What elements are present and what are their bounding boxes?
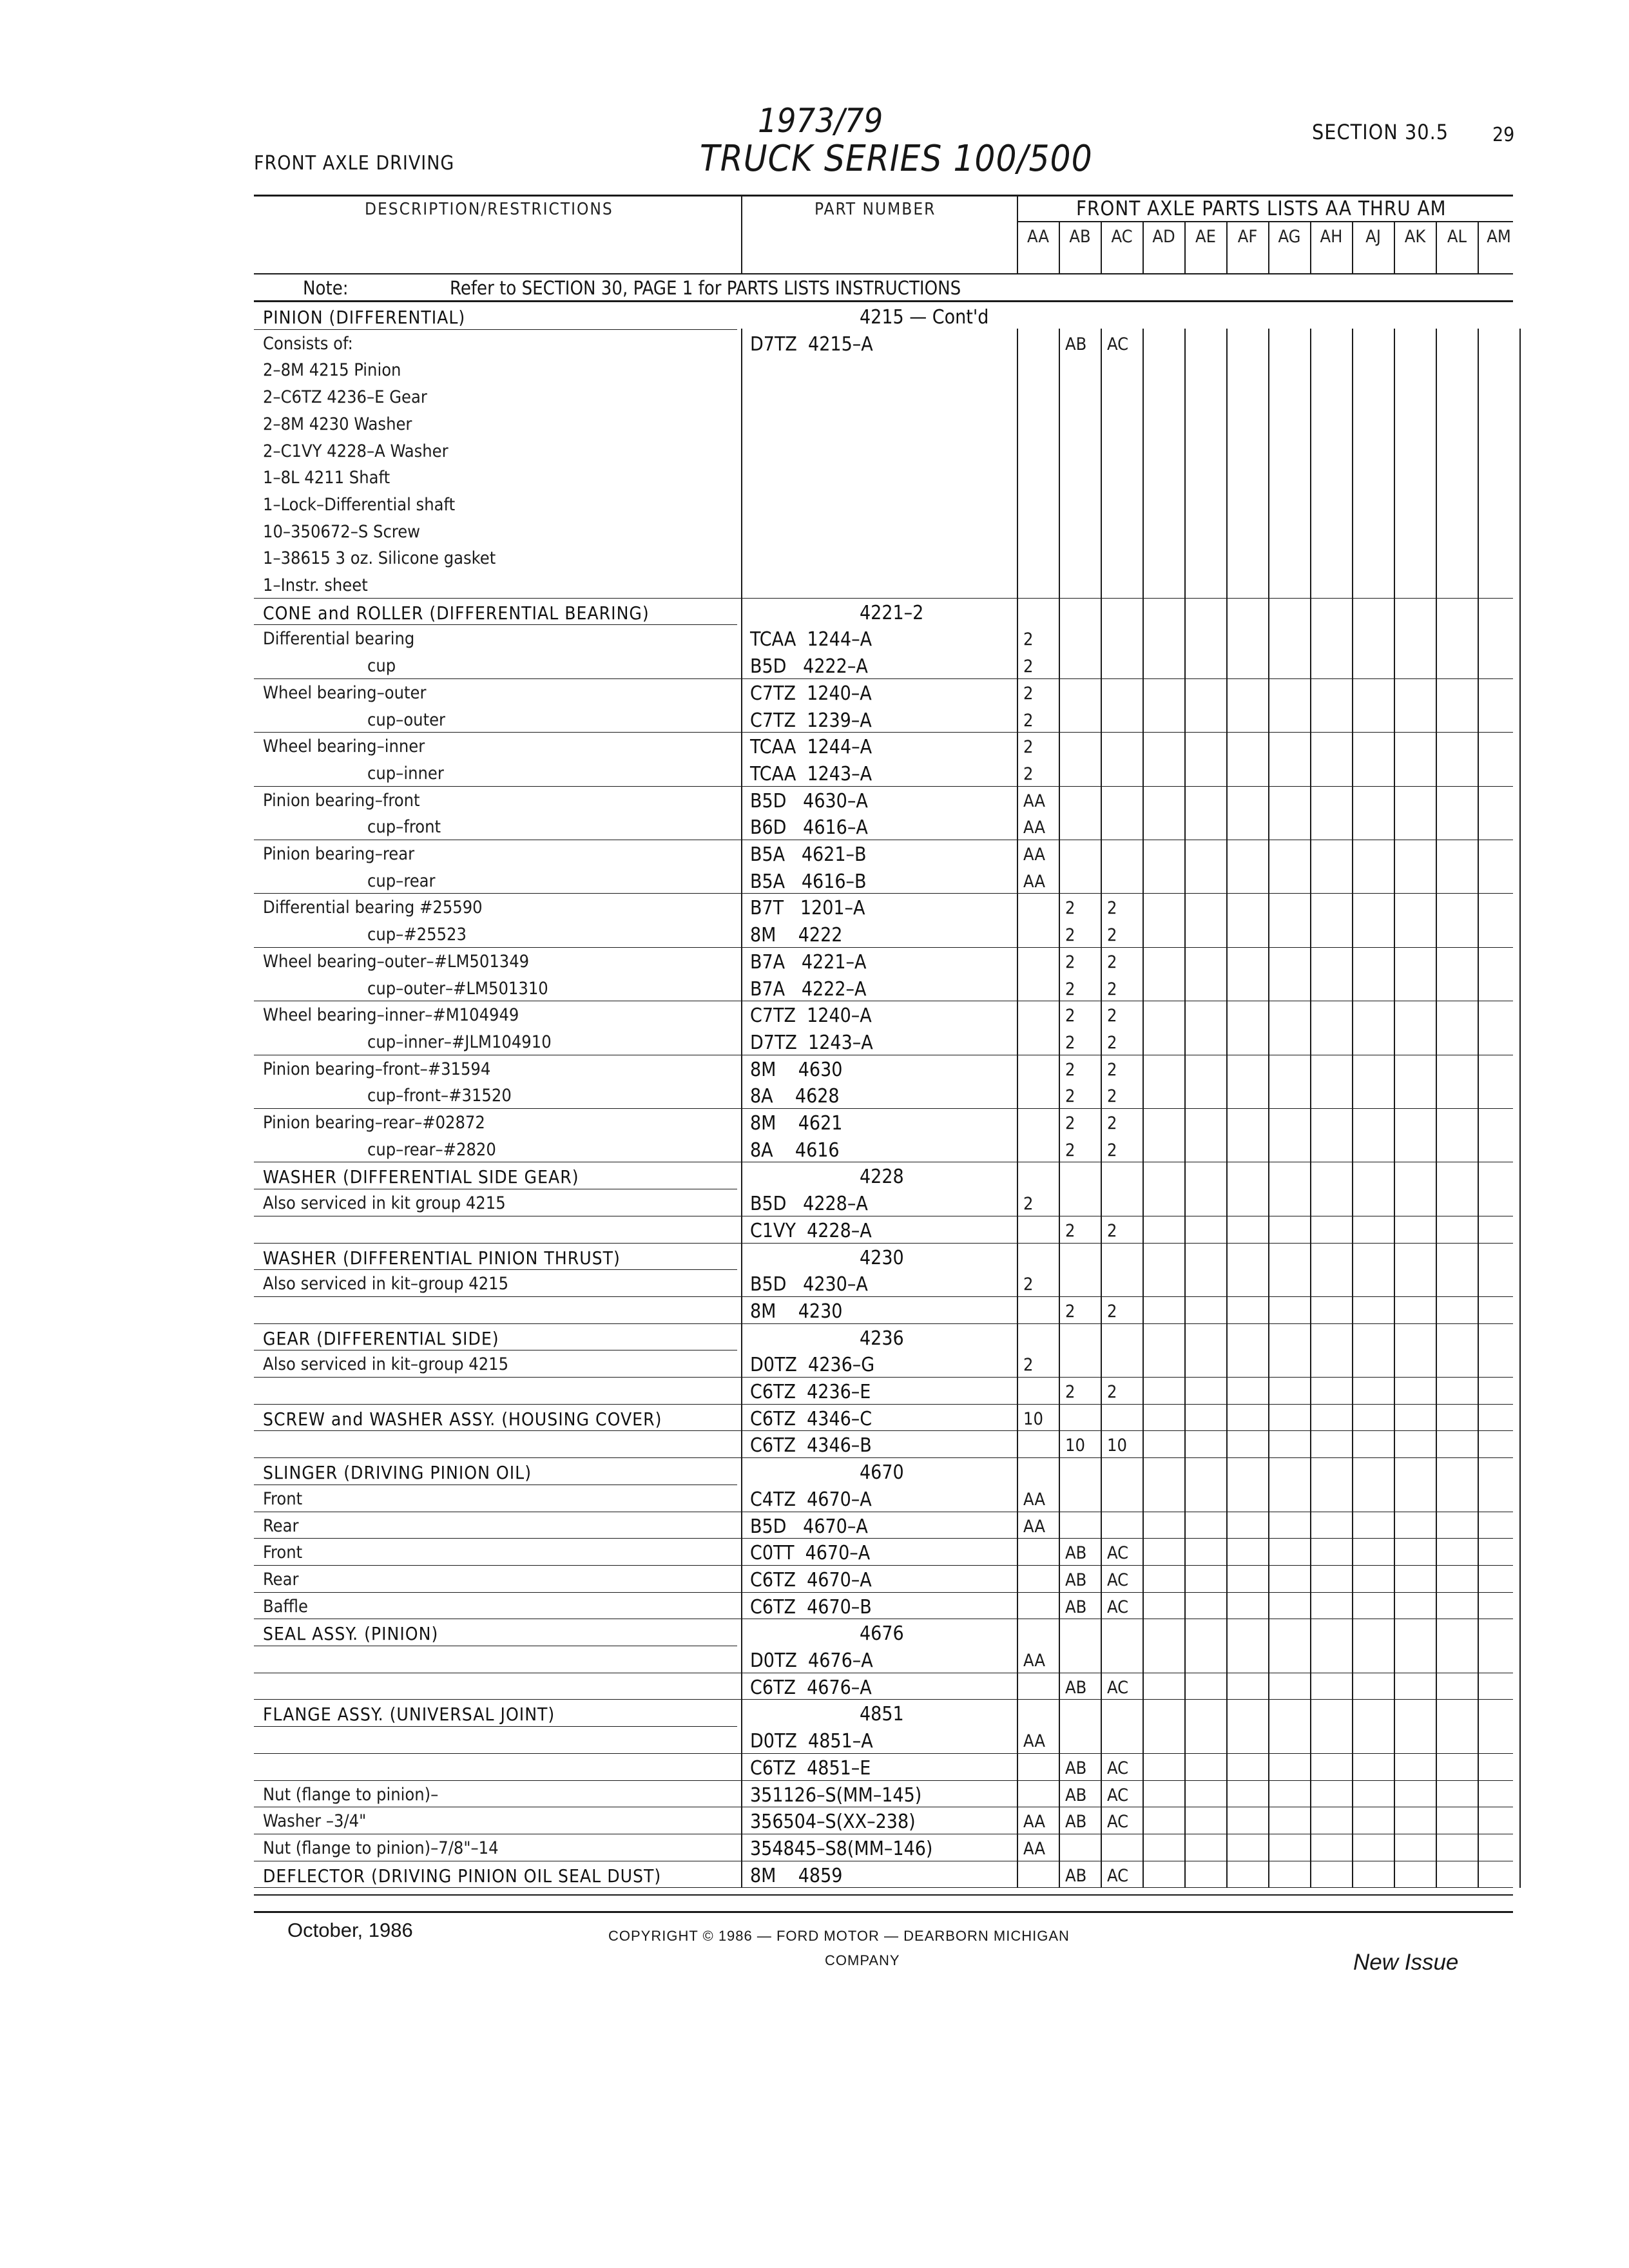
row-separator xyxy=(254,678,1513,679)
row-list-ab: 2 xyxy=(1065,898,1075,919)
row-description: cup–inner–#JLM104910 xyxy=(367,1032,552,1052)
row-part-number: TCAA 1244–A xyxy=(750,628,872,651)
section-name: FRONT AXLE DRIVING xyxy=(254,152,455,175)
row-list-ab: AB xyxy=(1065,1570,1087,1590)
row-list-ab: 2 xyxy=(1065,1113,1075,1133)
desc-part-divider-header xyxy=(741,195,742,274)
row-list-ac: 2 xyxy=(1107,1220,1117,1241)
row-part-number: 4215 — Cont'd xyxy=(860,306,989,329)
copyright-line: COPYRIGHT © 1986 — FORD MOTOR — DEARBORN MICHIGAN xyxy=(608,1928,1070,1944)
row-part-number: B5D 4630–A xyxy=(750,789,868,812)
row-part-number: C1VY 4228–A xyxy=(750,1219,872,1242)
list-code-aa: AA xyxy=(1027,227,1049,247)
row-part-number: 4851 xyxy=(860,1703,904,1726)
row-description: 1–38615 3 oz. Silicone gasket xyxy=(263,548,496,569)
row-separator xyxy=(254,732,1513,733)
list-column-divider xyxy=(1436,329,1437,1888)
row-part-number: C4TZ 4670–A xyxy=(750,1488,872,1511)
row-list-aa: AA xyxy=(1023,818,1045,838)
row-part-number: 8A 4616 xyxy=(750,1139,840,1162)
row-description: FLANGE ASSY. (UNIVERSAL JOINT) xyxy=(263,1704,555,1725)
row-list-aa: AA xyxy=(1023,845,1045,865)
row-part-number: 8M 4859 xyxy=(750,1864,843,1887)
row-description: Rear xyxy=(263,1569,299,1590)
note-label: Note: xyxy=(303,277,349,299)
desc-part-divider xyxy=(741,329,742,1888)
row-list-ac: AC xyxy=(1107,1570,1129,1590)
list-code-ab: AB xyxy=(1069,227,1091,247)
row-part-number: C6TZ 4236–E xyxy=(750,1381,871,1403)
row-description: cup–outer–#LM501310 xyxy=(367,978,548,999)
row-list-ac: AC xyxy=(1107,1677,1129,1698)
list-column-divider xyxy=(1226,329,1228,1888)
list-code-divider xyxy=(1226,222,1228,274)
list-column-divider xyxy=(1519,329,1521,1888)
row-description: 1–Lock–Differential shaft xyxy=(263,494,456,515)
row-list-ab: AB xyxy=(1065,334,1087,354)
row-description: GEAR (DIFFERENTIAL SIDE) xyxy=(263,1327,499,1349)
description-column-header: DESCRIPTION/RESTRICTIONS xyxy=(365,200,613,219)
list-code-divider xyxy=(1478,222,1479,274)
row-separator xyxy=(254,1457,1513,1458)
row-separator xyxy=(254,1296,1513,1297)
row-description: Pinion bearing–front xyxy=(263,790,420,811)
row-part-number: C6TZ 4346–B xyxy=(750,1434,872,1457)
list-code-divider xyxy=(1310,222,1311,274)
row-separator xyxy=(254,1780,1513,1781)
row-description: cup–outer xyxy=(367,709,446,730)
row-list-ab: AB xyxy=(1065,1812,1087,1832)
row-part-number: 4236 xyxy=(860,1327,904,1350)
row-list-ab: AB xyxy=(1065,1785,1087,1805)
row-list-aa: 2 xyxy=(1023,1274,1034,1295)
row-part-number: 8M 4621 xyxy=(750,1112,843,1135)
list-code-am: AM xyxy=(1487,227,1511,247)
row-list-aa: AA xyxy=(1023,1489,1045,1510)
header-bottom-rule xyxy=(254,273,1513,274)
row-description: Differential bearing #25590 xyxy=(263,898,483,918)
issue-date: October, 1986 xyxy=(287,1919,413,1941)
row-part-number: D0TZ 4851–A xyxy=(750,1730,873,1753)
list-column-divider xyxy=(1142,329,1144,1888)
page-number: 29 xyxy=(1492,124,1515,146)
row-description: 2–C6TZ 4236–E Gear xyxy=(263,387,427,408)
row-separator xyxy=(254,1538,1513,1539)
list-column-divider xyxy=(1184,329,1186,1888)
row-part-number: B6D 4616–A xyxy=(750,816,868,840)
row-list-ab: AB xyxy=(1065,1865,1087,1886)
row-description: 1–8L 4211 Shaft xyxy=(263,468,390,488)
list-code-ak: AK xyxy=(1404,227,1426,247)
row-description: Baffle xyxy=(263,1596,308,1617)
row-separator xyxy=(254,624,737,625)
list-code-divider xyxy=(1184,222,1186,274)
list-code-ad: AD xyxy=(1152,227,1175,247)
row-list-ac: AC xyxy=(1107,1785,1129,1805)
row-list-aa: AA xyxy=(1023,1516,1045,1537)
row-separator xyxy=(254,1377,1513,1378)
row-description: cup–rear xyxy=(367,870,436,891)
row-list-ab: 2 xyxy=(1065,1301,1075,1321)
row-description: CONE and ROLLER (DIFFERENTIAL BEARING) xyxy=(263,602,650,624)
section-number: SECTION 30.5 xyxy=(1312,120,1449,144)
row-separator xyxy=(254,1565,1513,1566)
row-list-ab: 2 xyxy=(1065,1006,1075,1026)
row-description: cup xyxy=(367,656,396,677)
row-description: Wheel bearing–outer xyxy=(263,682,427,703)
row-list-ac: 2 xyxy=(1107,1113,1117,1133)
row-part-number: D7TZ 4215–A xyxy=(750,332,873,356)
row-list-ac: AC xyxy=(1107,1812,1129,1832)
row-description: cup–front–#31520 xyxy=(367,1086,512,1106)
row-list-aa: AA xyxy=(1023,1812,1045,1832)
table-top-rule xyxy=(254,195,1513,197)
row-list-ac: AC xyxy=(1107,334,1129,354)
footer-rule xyxy=(254,1911,1513,1913)
row-part-number: D0TZ 4676–A xyxy=(750,1649,873,1672)
row-list-ab: 2 xyxy=(1065,1382,1075,1402)
row-description: Nut (flange to pinion)–7/8"–14 xyxy=(263,1838,499,1858)
row-description: Nut (flange to pinion)– xyxy=(263,1784,439,1805)
row-description: SLINGER (DRIVING PINION OIL) xyxy=(263,1462,532,1484)
row-part-number: 354845–S8(MM–146) xyxy=(750,1837,933,1860)
row-part-number: C6TZ 4346–C xyxy=(750,1407,872,1430)
row-list-ab: 2 xyxy=(1065,1220,1075,1241)
row-separator xyxy=(254,1404,1513,1405)
row-separator xyxy=(254,329,737,330)
row-list-ab: 2 xyxy=(1065,1032,1075,1053)
row-description: Also serviced in kit–group 4215 xyxy=(263,1274,509,1294)
row-part-number: TCAA 1244–A xyxy=(750,736,872,759)
row-part-number: 4676 xyxy=(860,1622,904,1646)
row-part-number: 8M 4222 xyxy=(750,924,843,947)
list-column-divider xyxy=(1478,329,1479,1888)
row-list-ab: 2 xyxy=(1065,1059,1075,1080)
row-description: Also serviced in kit–group 4215 xyxy=(263,1354,509,1375)
row-description: Differential bearing xyxy=(263,629,415,649)
list-column-divider xyxy=(1101,329,1102,1888)
row-part-number: B5D 4230–A xyxy=(750,1273,868,1296)
row-description: Wheel bearing–outer–#LM501349 xyxy=(263,951,530,972)
row-separator xyxy=(254,1108,1513,1109)
row-part-number: 8M 4230 xyxy=(750,1300,843,1323)
row-separator xyxy=(254,1887,1513,1888)
list-code-al: AL xyxy=(1447,227,1467,247)
row-separator xyxy=(254,947,1513,948)
list-code-divider xyxy=(1268,222,1269,274)
list-code-divider xyxy=(1059,222,1060,274)
row-list-ac: 10 xyxy=(1107,1436,1127,1456)
row-separator xyxy=(254,1243,1513,1244)
row-separator xyxy=(254,1699,1513,1700)
row-list-ac: AC xyxy=(1107,1597,1129,1617)
row-list-ac: 2 xyxy=(1107,1382,1117,1402)
list-code-af: AF xyxy=(1237,227,1258,247)
row-list-ac: AC xyxy=(1107,1543,1129,1564)
row-part-number: 351126–S(MM–145) xyxy=(750,1783,922,1807)
row-list-ac: 2 xyxy=(1107,979,1117,999)
row-part-number: C6TZ 4851–E xyxy=(750,1756,871,1780)
row-separator xyxy=(254,1726,737,1727)
row-list-ac: 2 xyxy=(1107,1140,1117,1160)
row-part-number: C6TZ 4670–B xyxy=(750,1595,872,1619)
row-part-number: B5D 4670–A xyxy=(750,1515,868,1538)
row-part-number: D0TZ 4236–G xyxy=(750,1354,875,1377)
copyright-company: COMPANY xyxy=(825,1952,900,1968)
row-list-ac: 2 xyxy=(1107,898,1117,919)
row-list-ab: 2 xyxy=(1065,1086,1075,1107)
row-part-number: B5D 4222–A xyxy=(750,655,868,678)
row-part-number: B7T 1201–A xyxy=(750,897,865,920)
row-list-ab: 2 xyxy=(1065,1140,1075,1160)
row-part-number: B5D 4228–A xyxy=(750,1193,868,1216)
row-description: 10–350672–S Screw xyxy=(263,521,421,542)
row-description: Pinion bearing–front–#31594 xyxy=(263,1059,491,1079)
row-description: Pinion bearing–rear xyxy=(263,844,415,864)
row-list-aa: 2 xyxy=(1023,710,1034,731)
row-list-aa: 2 xyxy=(1023,737,1034,758)
row-part-number: B5A 4616–B xyxy=(750,870,867,893)
row-description: PINION (DIFFERENTIAL) xyxy=(263,307,466,328)
row-list-aa: 2 xyxy=(1023,764,1034,784)
row-separator xyxy=(254,1269,737,1270)
row-list-ab: 2 xyxy=(1065,952,1075,972)
row-list-aa: AA xyxy=(1023,871,1045,892)
table-end-rule xyxy=(254,1894,1513,1896)
list-code-ac: AC xyxy=(1111,227,1133,247)
row-separator xyxy=(254,1753,1513,1754)
part-lists-divider-header xyxy=(1017,195,1018,274)
row-description: Consists of: xyxy=(263,333,353,354)
row-description: Front xyxy=(263,1488,303,1509)
row-part-number: B7A 4222–A xyxy=(750,977,867,1001)
row-list-ac: 2 xyxy=(1107,1032,1117,1053)
front-axle-lists-header: FRONT AXLE PARTS LISTS AA THRU AM xyxy=(1076,197,1447,220)
row-part-number: 8M 4630 xyxy=(750,1058,843,1081)
list-column-divider xyxy=(1268,329,1269,1888)
part-number-column-header: PART NUMBER xyxy=(815,200,936,219)
row-description: WASHER (DIFFERENTIAL PINION THRUST) xyxy=(263,1247,621,1269)
row-part-number: TCAA 1243–A xyxy=(750,762,872,785)
list-column-divider xyxy=(1059,329,1060,1888)
row-list-aa: 2 xyxy=(1023,629,1034,650)
row-description: Rear xyxy=(263,1515,299,1536)
row-part-number: D7TZ 1243–A xyxy=(750,1031,873,1054)
list-code-divider xyxy=(1436,222,1437,274)
list-column-divider xyxy=(1310,329,1311,1888)
row-list-ab: AB xyxy=(1065,1543,1087,1564)
row-part-number: 356504–S(XX–238) xyxy=(750,1811,916,1834)
row-separator xyxy=(254,598,1513,599)
row-description: Wheel bearing–inner xyxy=(263,736,425,757)
row-separator xyxy=(254,893,1513,894)
row-description: 1–Instr. sheet xyxy=(263,575,368,595)
row-list-ab: 10 xyxy=(1065,1436,1085,1456)
list-code-divider xyxy=(1394,222,1395,274)
model-years: 1973/79 xyxy=(758,102,883,140)
row-description: Front xyxy=(263,1542,303,1563)
row-list-aa: AA xyxy=(1023,1651,1045,1671)
row-list-aa: 10 xyxy=(1023,1408,1043,1429)
row-part-number: 4670 xyxy=(860,1461,904,1485)
issue-status: New Issue xyxy=(1353,1950,1459,1975)
row-list-ab: AB xyxy=(1065,1677,1087,1698)
row-description: cup–#25523 xyxy=(367,925,467,945)
row-description: WASHER (DIFFERENTIAL SIDE GEAR) xyxy=(263,1166,579,1188)
row-list-ac: 2 xyxy=(1107,952,1117,972)
row-part-number: 4230 xyxy=(860,1246,904,1269)
part-lists-divider xyxy=(1017,329,1018,1888)
row-list-aa: 2 xyxy=(1023,1355,1034,1376)
row-list-ab: 2 xyxy=(1065,979,1075,999)
list-code-divider xyxy=(1142,222,1144,274)
row-list-ac: 2 xyxy=(1107,925,1117,946)
row-description: SCREW and WASHER ASSY. (HOUSING COVER) xyxy=(263,1408,662,1430)
row-separator xyxy=(254,786,1513,787)
row-description: cup–inner xyxy=(367,763,444,783)
row-list-aa: 2 xyxy=(1023,657,1034,677)
row-description: Pinion bearing–rear–#02872 xyxy=(263,1113,485,1133)
row-list-aa: AA xyxy=(1023,791,1045,811)
row-part-number: C7TZ 1240–A xyxy=(750,682,872,705)
list-code-divider xyxy=(1101,222,1102,274)
row-list-ac: AC xyxy=(1107,1758,1129,1778)
row-description: 2–8M 4215 Pinion xyxy=(263,360,401,381)
row-part-number: C6TZ 4676–A xyxy=(750,1676,872,1699)
list-code-aj: AJ xyxy=(1365,227,1381,247)
list-code-ae: AE xyxy=(1195,227,1216,247)
row-list-ab: AB xyxy=(1065,1597,1087,1617)
row-part-number: 4221–2 xyxy=(860,601,924,624)
row-part-number: C7TZ 1239–A xyxy=(750,709,872,732)
row-part-number: B5A 4621–B xyxy=(750,843,867,866)
row-part-number: 4228 xyxy=(860,1166,904,1189)
row-part-number: 8A 4628 xyxy=(750,1085,840,1108)
row-description: Also serviced in kit group 4215 xyxy=(263,1193,506,1214)
row-description: Washer –3/4" xyxy=(263,1811,367,1832)
list-column-divider xyxy=(1394,329,1395,1888)
row-list-ab: 2 xyxy=(1065,925,1075,946)
row-description: 2–C1VY 4228–A Washer xyxy=(263,441,448,461)
row-part-number: C7TZ 1240–A xyxy=(750,1004,872,1028)
row-list-ac: 2 xyxy=(1107,1059,1117,1080)
list-codes-rule xyxy=(1017,221,1513,222)
row-part-number: C6TZ 4670–A xyxy=(750,1568,872,1591)
row-part-number: B7A 4221–A xyxy=(750,950,867,974)
row-list-aa: AA xyxy=(1023,1838,1045,1859)
note-bottom-rule xyxy=(254,300,1513,302)
row-description: SEAL ASSY. (PINION) xyxy=(263,1623,439,1645)
list-code-ah: AH xyxy=(1320,227,1343,247)
row-list-ac: 2 xyxy=(1107,1301,1117,1321)
row-list-aa: AA xyxy=(1023,1731,1045,1752)
page-title: TRUCK SERIES 100/500 xyxy=(700,138,1093,180)
row-separator xyxy=(254,1430,1513,1431)
list-code-ag: AG xyxy=(1278,227,1301,247)
row-list-ac: AC xyxy=(1107,1865,1129,1886)
row-list-aa: 2 xyxy=(1023,1194,1034,1215)
row-list-ab: AB xyxy=(1065,1758,1087,1778)
row-list-ac: 2 xyxy=(1107,1086,1117,1107)
row-description: cup–front xyxy=(367,817,441,838)
row-list-ac: 2 xyxy=(1107,1006,1117,1026)
note-text: Refer to SECTION 30, PAGE 1 for PARTS LISTS INSTRUCTIONS xyxy=(450,277,961,299)
row-part-number: C0TT 4670–A xyxy=(750,1542,871,1565)
list-column-divider xyxy=(1352,329,1353,1888)
row-separator xyxy=(254,1323,1513,1324)
list-code-divider xyxy=(1352,222,1353,274)
row-separator xyxy=(254,1592,1513,1593)
row-list-aa: 2 xyxy=(1023,683,1034,704)
row-description: cup–rear–#2820 xyxy=(367,1139,496,1160)
row-description: DEFLECTOR (DRIVING PINION OIL SEAL DUST) xyxy=(263,1865,662,1887)
row-description: Wheel bearing–inner–#M104949 xyxy=(263,1005,519,1026)
row-description: 2–8M 4230 Washer xyxy=(263,414,412,434)
